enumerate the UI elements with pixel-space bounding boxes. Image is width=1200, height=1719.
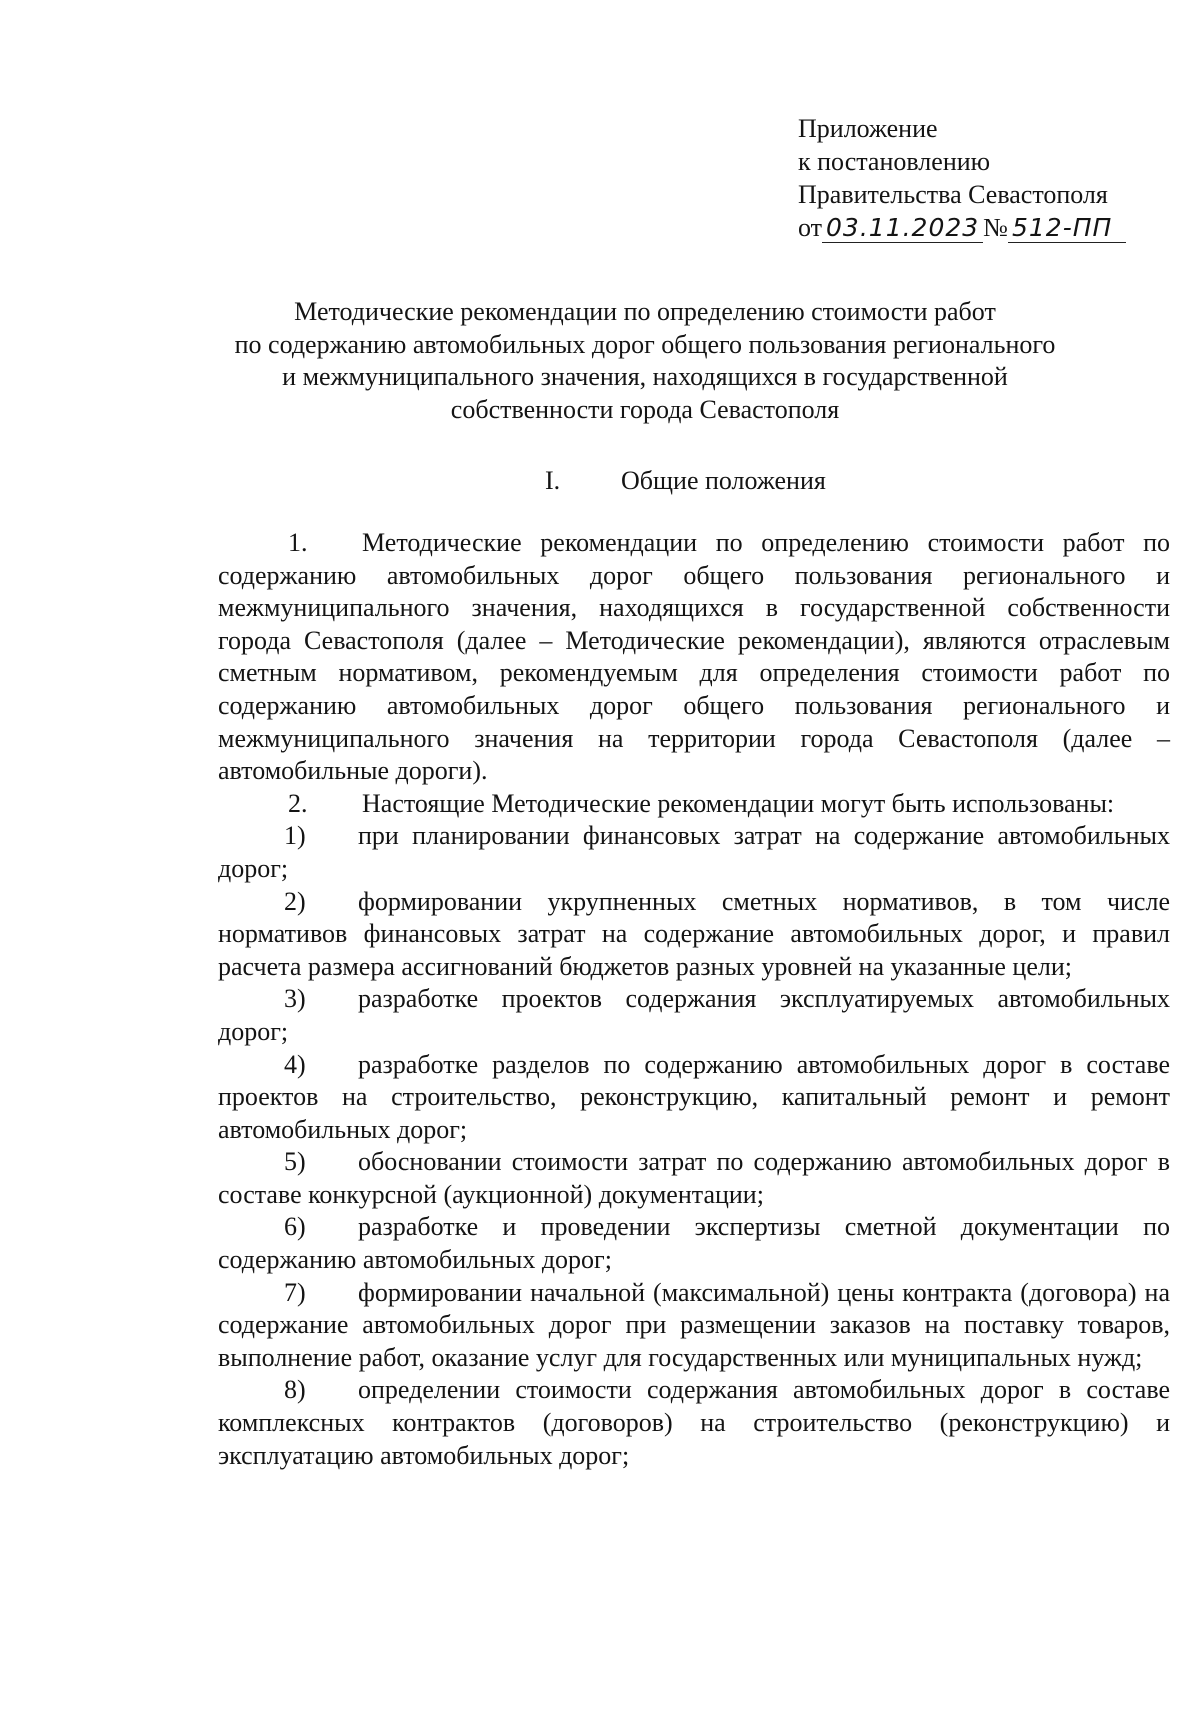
list-item-text: разработке разделов по содержанию автомобильных дорог в составе проектов на строительство, реконструкцию, капитальный ремонт и ремонт автомобильных дорог; (218, 1049, 1170, 1144)
list-item-number: 5) (284, 1147, 306, 1177)
list-item-number: 2) (284, 886, 306, 916)
list-item-number: 6) (284, 1212, 306, 1242)
list-item-number: 4) (284, 1049, 306, 1079)
appendix-block (798, 112, 1126, 244)
list-item-text: обосновании стоимости затрат по содержанию автомобильных дорог в составе конкурсной (аукционной) документации; (218, 1147, 1170, 1209)
paragraph-text: Настоящие Методические рекомендации могут быть использованы: (362, 788, 1115, 818)
list-item (218, 1049, 1170, 1147)
list-item (218, 886, 1170, 984)
appendix-line-3: Правительства Севастополя (798, 180, 1108, 209)
paragraph-1 (218, 527, 1170, 788)
list-item-text: формировании начальной (максимальной) цены контракта (договора) на содержание автомобильных дорог при размещении заказов на поставку товаров, выполнение работ, оказание услуг для государственных или муниципальных нужд; (218, 1277, 1170, 1372)
appendix-date-line (798, 211, 1126, 244)
paragraph-number: 2. (288, 788, 308, 818)
list-item-number: 3) (284, 984, 306, 1014)
paragraph-2 (218, 788, 1170, 821)
handwritten-date: 03.11.2023 (822, 214, 983, 243)
appendix-line-1: Приложение (798, 114, 938, 143)
list-item-text: формировании укрупненных сметных нормативов, в том числе нормативов финансовых затрат на содержание автомобильных дорог, и правил расчета размера ассигнований бюджетов разных уровней на указанные цели; (218, 886, 1170, 981)
number-sign: № (983, 213, 1008, 242)
section-heading (545, 465, 826, 497)
list-item-text: разработке и проведении экспертизы сметной документации по содержанию автомобильных дорог; (218, 1212, 1170, 1275)
list-item (218, 1277, 1170, 1375)
handwritten-number: 512-ПП (1008, 214, 1126, 243)
title-line-3: и межмуниципального значения, находящихся в государственной (282, 362, 1008, 391)
title-line-1: Методические рекомендации по определению стоимости работ (294, 297, 996, 326)
list-item-text: определении стоимости содержания автомобильных дорог в составе комплексных контрактов (договоров) на строительство (реконструкцию) и эксплуатацию автомобильных дорог; (218, 1375, 1170, 1470)
list-item (218, 983, 1170, 1048)
paragraph-number: 1. (288, 528, 308, 557)
section-number: I. (545, 466, 561, 495)
list-item-number: 1) (284, 821, 306, 851)
list-item (218, 1146, 1170, 1211)
appendix-line-2: к постановлению (798, 147, 991, 176)
list-item (218, 820, 1170, 885)
list-item (218, 1211, 1170, 1276)
document-title (220, 296, 1070, 426)
appendix-from-label: от (798, 213, 823, 242)
list-item-number: 7) (284, 1277, 306, 1307)
list-item-text: разработке проектов содержания эксплуатируемых автомобильных дорог; (218, 984, 1170, 1046)
list-item-number: 8) (284, 1375, 306, 1405)
title-line-2: по содержанию автомобильных дорог общего пользования регионального (234, 329, 1056, 359)
document-body (218, 527, 1170, 1472)
list-item (218, 1374, 1170, 1472)
title-line-4: собственности города Севастополя (450, 394, 840, 424)
paragraph-text: Методические рекомендации по определению стоимости работ по содержанию автомобильных дорог общего пользования регионального и межмуниципального значения, находящихся в государственной собственности города Севастополя (далее – Методические рекомендации), являются отраслевым сметным нормативом, рекомендуемым для определения стоимости работ по содержанию автомобильных дорог общего пользования регионального и межмуниципального значения на территории города Севастополя (далее – автомобильные дороги). (218, 528, 1170, 786)
section-title: Общие положения (621, 466, 826, 495)
list-item-text: при планировании финансовых затрат на содержание автомобильных дорог; (218, 821, 1170, 883)
